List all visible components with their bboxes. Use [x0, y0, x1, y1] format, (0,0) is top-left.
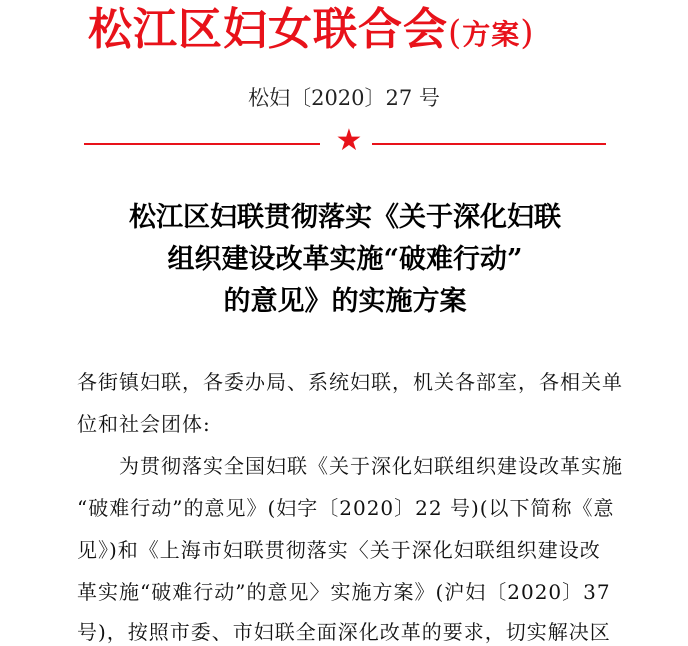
document-title-line-2: 组织建设改革实施“破难行动”: [167, 244, 523, 275]
body-line: 号)，按照市委、市妇联全面深化改革的要求，切实解决区: [77, 620, 611, 644]
red-divider-left: [84, 143, 320, 145]
close-paren: ): [520, 13, 535, 53]
document-number: 松妇〔2020〕27 号: [248, 86, 440, 110]
red-divider-right: [372, 143, 606, 145]
body-line: “破难行动”的意见》(妇字〔2020〕22 号)(以下简称《意: [77, 496, 615, 520]
document-type: 方案: [462, 18, 521, 51]
open-paren: (: [448, 13, 463, 53]
body-line: 位和社会团体:: [77, 412, 211, 436]
body-line: 革实施“破难行动”的意见〉实施方案》(沪妇〔2020〕37: [77, 580, 611, 604]
body-line: 为贯彻落实全国妇联《关于深化妇联组织建设改革实施: [77, 454, 623, 478]
document-title-line-3: 的意见》的实施方案: [223, 286, 467, 317]
body-line: 各街镇妇联，各委办局、系统妇联，机关各部室，各相关单: [77, 370, 623, 394]
masthead: [88, 4, 628, 56]
body-line: 见》)和《上海市妇联贯彻落实〈关于深化妇联组织建设改: [77, 538, 601, 562]
star-icon: ★: [335, 123, 363, 158]
document-title-line-1: 松江区妇联贯彻落实《关于深化妇联: [129, 202, 561, 233]
org-name: 松江区妇女联合会: [88, 4, 448, 55]
